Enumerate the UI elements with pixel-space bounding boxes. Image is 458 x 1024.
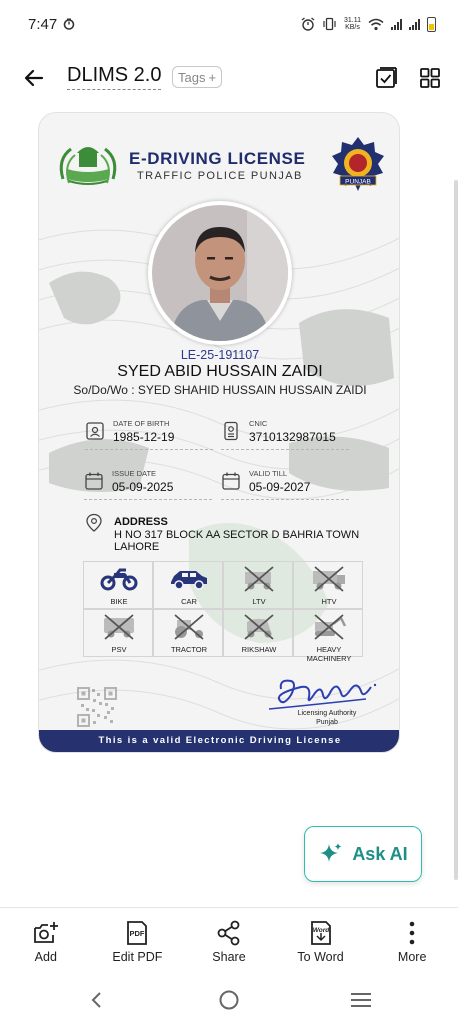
rikshaw-crossed-icon	[239, 614, 279, 640]
more-label: More	[397, 950, 427, 964]
edit-pdf-button[interactable]	[92, 908, 184, 973]
net-speed-unit: KB/s	[345, 24, 360, 31]
app-notification-icon	[63, 18, 75, 30]
system-nav-bar	[0, 980, 458, 1024]
dob-label: DATE OF BIRTH	[113, 419, 170, 428]
pdf-icon	[124, 920, 150, 946]
category-heavy-machinery	[293, 609, 363, 663]
id-card-icon	[221, 421, 241, 441]
psv-crossed-icon	[99, 614, 139, 640]
share-label: Share	[212, 950, 246, 964]
cnic-label: CNIC	[249, 419, 268, 428]
status-icons	[301, 17, 436, 32]
net-speed-value: 31.11	[344, 17, 361, 24]
app-header	[0, 58, 458, 98]
cnic-divider	[221, 449, 349, 450]
nav-home-icon[interactable]	[217, 988, 241, 1012]
traffic-police-badge-icon	[331, 135, 385, 195]
issue-date-divider	[84, 499, 212, 500]
category-label: TRACTOR	[170, 645, 208, 654]
document-title[interactable]: DLIMS 2.0	[67, 64, 161, 90]
tags-label: Tags	[178, 69, 206, 85]
category-label: HTV	[321, 597, 337, 606]
license-number: LE-25-191107	[180, 348, 260, 362]
tractor-crossed-icon	[169, 614, 209, 640]
address-label: ADDRESS	[114, 516, 168, 528]
category-tractor	[153, 609, 223, 657]
punjab-government-logo	[55, 139, 121, 191]
category-rikshaw	[223, 609, 293, 657]
holder-photo	[152, 205, 288, 341]
category-psv	[83, 609, 153, 657]
category-label: PSV	[111, 645, 127, 654]
alarm-icon	[301, 17, 315, 31]
sparkle-icon	[318, 841, 344, 867]
category-htv	[293, 561, 363, 609]
category-label: CAR	[181, 597, 197, 606]
card-footer-bar: This is a valid Electronic Driving License	[39, 730, 400, 752]
htv-crossed-icon	[309, 566, 349, 592]
calendar-icon	[84, 471, 104, 491]
status-bar	[0, 0, 458, 48]
pdf-icon-text: PDF	[129, 929, 145, 938]
net-speed	[344, 17, 361, 31]
grid-view-icon[interactable]	[418, 66, 442, 90]
word-icon-text: Word	[312, 927, 329, 934]
wifi-icon	[368, 18, 384, 31]
dob-divider	[85, 449, 213, 450]
category-label: RIKSHAW	[241, 645, 277, 654]
licensing-authority	[287, 709, 367, 727]
category-label: LTV	[252, 597, 266, 606]
ltv-crossed-icon	[239, 566, 279, 592]
category-ltv	[223, 561, 293, 609]
nav-back-icon[interactable]	[85, 988, 109, 1012]
select-checkbox-icon[interactable]	[374, 66, 398, 90]
back-arrow-icon[interactable]	[22, 66, 46, 90]
scrollbar-thumb[interactable]	[454, 180, 458, 880]
heavy-machinery-crossed-icon	[309, 614, 349, 640]
valid-till-divider	[221, 499, 349, 500]
ask-ai-label: Ask AI	[352, 843, 408, 864]
category-label: HEAVY MACHINERY	[306, 645, 352, 663]
share-button[interactable]	[183, 908, 275, 973]
status-time: 7:47	[28, 15, 58, 33]
more-vertical-icon	[399, 920, 425, 946]
cnic-value: 3710132987015	[249, 430, 336, 444]
ask-ai-button[interactable]	[304, 826, 422, 882]
motorbike-icon	[99, 566, 139, 592]
authority-line-2: Punjab	[316, 719, 338, 726]
nav-recents-icon[interactable]	[349, 988, 373, 1012]
card-subtitle: TRAFFIC POLICE PUNJAB	[137, 170, 303, 182]
license-card-image	[38, 112, 400, 753]
badge-text: PUNJAB	[345, 178, 371, 186]
add-photo-icon	[33, 920, 59, 946]
share-icon	[216, 920, 242, 946]
valid-till-label: VALID TILL	[249, 469, 288, 478]
category-bike	[83, 561, 153, 609]
battery-icon	[427, 17, 436, 32]
more-button[interactable]	[366, 908, 458, 973]
issue-date-value: 05-09-2025	[112, 480, 174, 494]
valid-till-value: 05-09-2027	[249, 480, 311, 494]
photo-frame	[148, 201, 292, 345]
holder-name: SYED ABID HUSSAIN ZAIDI	[117, 363, 323, 380]
to-word-label: To Word	[297, 950, 344, 964]
card-title: E-DRIVING LICENSE	[129, 149, 306, 168]
address-value: H NO 317 BLOCK AA SECTOR D BAHRIA TOWN LAHORE	[114, 529, 360, 553]
location-pin-icon	[85, 513, 103, 533]
bottom-toolbar	[0, 907, 458, 973]
authority-line-1: Licensing Authority	[297, 710, 357, 717]
dob-value: 1985-12-19	[113, 430, 175, 444]
edit-pdf-label: Edit PDF	[112, 950, 163, 964]
tags-plus-icon: +	[208, 69, 217, 85]
word-icon	[308, 920, 334, 946]
add-button[interactable]	[0, 908, 92, 973]
status-time-group	[28, 16, 75, 33]
signal-icon-1	[391, 18, 402, 30]
car-icon	[169, 566, 209, 592]
calendar-icon	[221, 471, 241, 491]
to-word-button[interactable]	[275, 908, 367, 973]
vehicle-categories-grid	[83, 561, 363, 663]
signal-icon-2	[409, 18, 420, 30]
category-label: BIKE	[110, 597, 128, 606]
tags-button[interactable]	[172, 66, 222, 88]
category-car	[153, 561, 223, 609]
qr-code	[77, 687, 117, 727]
holder-relation: So/Do/Wo : SYED SHAHID HUSSAIN HUSSAIN ZAIDI	[73, 383, 367, 397]
calendar-person-icon	[85, 421, 105, 441]
vibrate-icon	[322, 17, 337, 31]
add-label: Add	[34, 950, 57, 964]
issue-date-label: ISSUE DATE	[112, 469, 157, 478]
